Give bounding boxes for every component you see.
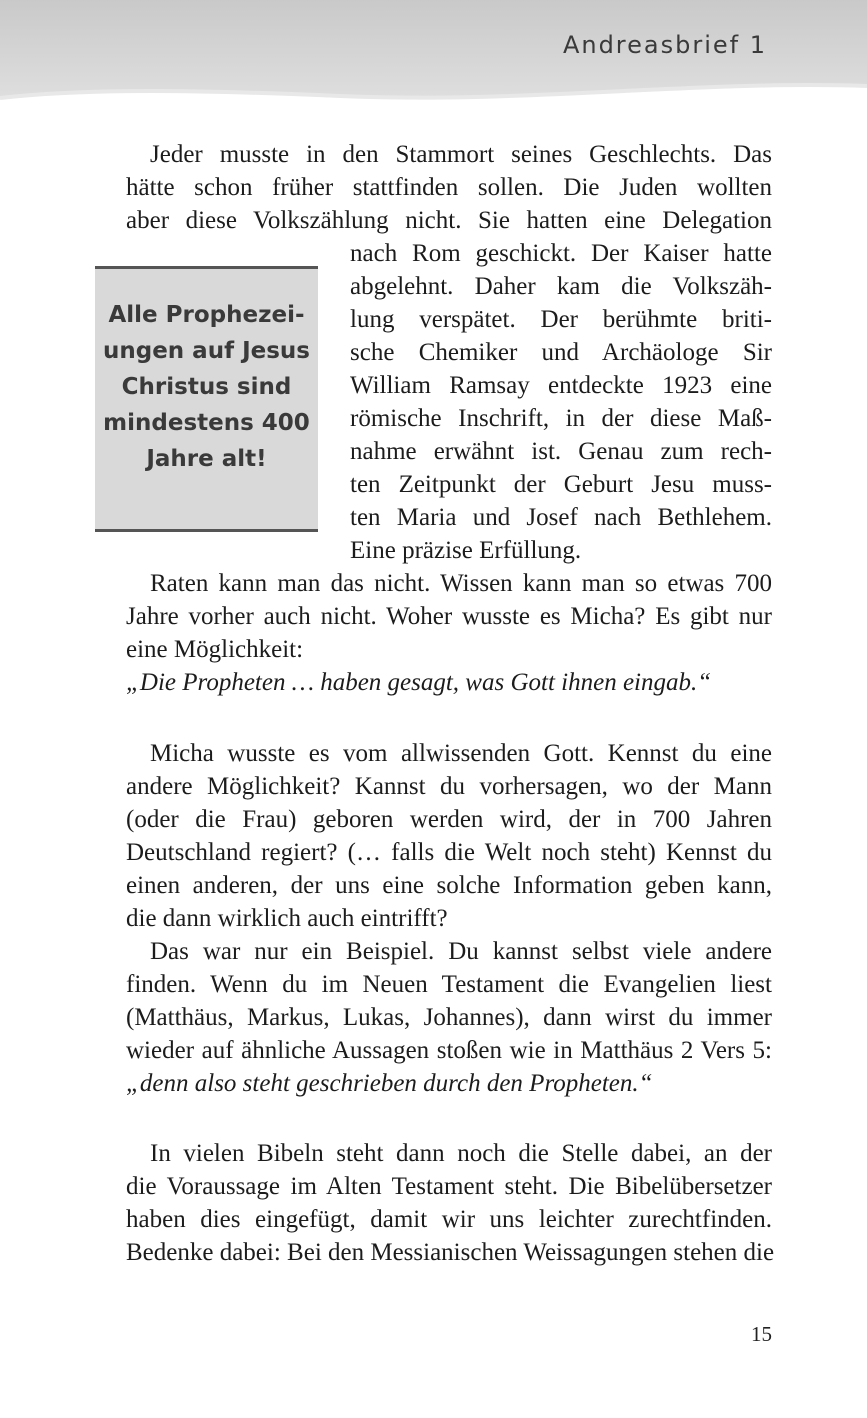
text-line: (oder die Frau) geboren werden wird, der in 700 Jahren [126, 806, 772, 833]
page-number: 15 [751, 1322, 772, 1346]
text-line: hätte schon früher stattfinden sollen. Die Juden wollten [126, 174, 772, 201]
text-line: (Matthäus, Markus, Lukas, Johannes), dann wirst du immer [126, 1004, 772, 1031]
text-line: ten Maria und Josef nach Bethlehem. [350, 504, 772, 531]
text-line: nahme erwähnt ist. Genau zum rech- [350, 438, 772, 465]
paragraph-1-full [126, 138, 772, 237]
text-line: römische Inschrift, in der diese Maß- [350, 405, 772, 432]
text-line: Deutschland regiert? (… falls die Welt noch steht) Kennst du [126, 839, 772, 866]
text-line: In vielen Bibeln steht dann noch die Stelle dabei, an der [150, 1140, 772, 1167]
text-line: die dann wirklich auch eintrifft? [126, 905, 448, 932]
text-line: Jeder musste in den Stammort seines Geschlechts. Das [150, 141, 772, 168]
text-line: Jahre vorher auch nicht. Woher wusste es Micha? Es gibt nur [126, 603, 772, 630]
pull-quote-line: ungen auf Jesus [102, 338, 310, 364]
text-line: andere Möglichkeit? Kannst du vorhersagen, wo der Mann [126, 773, 772, 800]
text-line: Eine präzise Erfüllung. [350, 537, 582, 564]
paragraph-4 [126, 935, 772, 1100]
text-line: Raten kann man das nicht. Wissen kann man so etwas 700 [150, 570, 772, 597]
page-header [0, 0, 867, 106]
pull-quote-box [95, 266, 318, 532]
quote-1: „Die Propheten … haben gesagt, was Gott ihnen eingab.“ [126, 669, 712, 696]
text-line: sche Chemiker und Archäologe Sir [350, 339, 772, 366]
pull-quote-line: Alle Prophezei- [108, 302, 305, 328]
text-line: aber diese Volkszählung nicht. Sie hatten eine Delegation [126, 207, 772, 234]
text-line: William Ramsay entdeckte 1923 eine [350, 372, 772, 399]
quote-2: „denn also steht geschrieben durch den Propheten.“ [126, 1070, 653, 1097]
text-line: haben dies eingefügt, damit wir uns leichter zurechtfinden. [126, 1206, 772, 1233]
paragraph-3 [126, 737, 772, 935]
text-line: wieder auf ähnliche Aussagen stoßen wie in Matthäus 2 Vers 5: [126, 1037, 772, 1064]
text-line: abgelehnt. Daher kam die Volkszäh- [350, 273, 772, 300]
text-line: Das war nur ein Beispiel. Du kannst selbst viele andere [150, 938, 772, 965]
paragraph-2 [126, 567, 772, 699]
text-line: ten Zeitpunkt der Geburt Jesu muss- [350, 471, 772, 498]
text-line: finden. Wenn du im Neuen Testament die Evangelien liest [126, 971, 772, 998]
pull-quote-line: mindestens 400 [103, 410, 310, 436]
text-line: Micha wusste es vom allwissenden Gott. Kennst du eine [150, 740, 772, 767]
text-line: die Voraussage im Alten Testament steht. Die Bibelübersetzer [126, 1173, 772, 1200]
paragraph-1-wrapped [350, 237, 772, 567]
text-line: einen anderen, der uns eine solche Information geben kann, [126, 872, 772, 899]
text-line: Bedenke dabei: Bei den Messianischen Weissagungen stehen die [126, 1239, 775, 1266]
pull-quote-line: Christus sind [121, 374, 292, 400]
text-line: nach Rom geschickt. Der Kaiser hatte [350, 240, 772, 267]
paragraph-5 [126, 1137, 775, 1269]
running-header-title: Andreasbrief 1 [562, 31, 767, 59]
text-line: eine Möglichkeit: [126, 636, 304, 663]
pull-quote-text [103, 297, 310, 477]
pull-quote-line: Jahre alt! [146, 446, 267, 472]
text-line: lung verspätet. Der berühmte briti- [350, 306, 772, 333]
